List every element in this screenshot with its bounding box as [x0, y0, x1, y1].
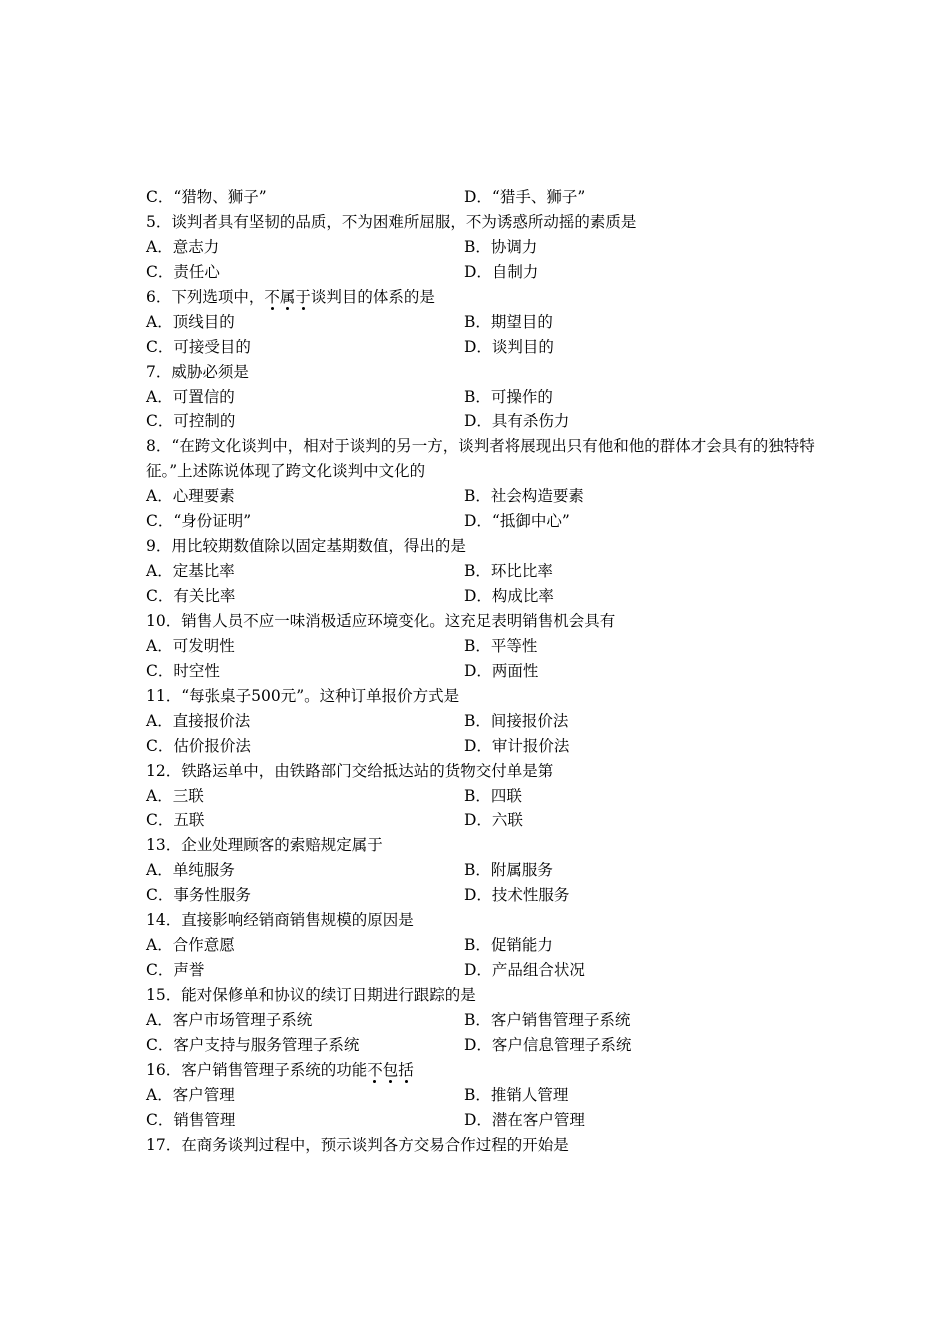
option-row: [146, 933, 816, 958]
option-a: A．顶线目的: [146, 312, 235, 331]
option-row: [146, 634, 816, 659]
option-d: D．产品组合状况: [464, 961, 585, 980]
option-row: [146, 385, 816, 410]
question-stem: [146, 285, 816, 310]
option-b: B．可操作的: [464, 387, 553, 406]
option-c: C．可控制的: [146, 412, 236, 431]
option-b: B．环比比率: [464, 562, 553, 581]
option-b: B．期望目的: [464, 312, 553, 331]
option-row: [146, 509, 816, 534]
option-row: [146, 958, 816, 983]
option-a: A．单纯服务: [146, 861, 235, 880]
option-row: [146, 784, 816, 809]
question-stem-suffix: 谈判目的体系的是: [310, 287, 435, 306]
emphasis-char: 不: [367, 1060, 383, 1079]
option-c: C．客户支持与服务管理子系统: [146, 1035, 360, 1054]
option-d: D．审计报价法: [464, 736, 570, 755]
option-d: D．六联: [464, 811, 523, 830]
option-a: A．客户市场管理子系统: [146, 1010, 313, 1029]
option-c: C．责任心: [146, 262, 220, 281]
option-b: B．促销能力: [464, 936, 553, 955]
exam-page: [146, 185, 816, 1158]
question-stem: 8．“在跨文化谈判中，相对于谈判的另一方，谈判者将展现出只有他和他的群体才会具有的独特特征。”上述陈说体现了跨文化谈判中文化的: [146, 437, 815, 481]
emphasis-char: 包: [382, 1060, 399, 1079]
question-stem: 15．能对保修单和协议的续订日期进行跟踪的是: [146, 986, 476, 1005]
option-d: D．谈判目的: [464, 337, 554, 356]
option-c: C．估价报价法: [146, 736, 251, 755]
question-stem: 7．威胁必须是: [146, 362, 249, 381]
option-b: B．平等性: [464, 636, 538, 655]
option-row: [146, 559, 816, 584]
question-stem: 9．用比较期数值除以固定基期数值，得出的是: [146, 537, 466, 556]
option-a: A．可发明性: [146, 636, 235, 655]
option-c: C．“猎物、狮子”: [146, 188, 267, 206]
question-stem: 5．谈判者具有坚韧的品质，不为困难所屈服，不为诱惑所动摇的素质是: [146, 212, 637, 231]
option-row: [146, 235, 816, 260]
option-row: [146, 659, 816, 684]
option-d: D．自制力: [464, 262, 539, 281]
option-row: [146, 335, 816, 360]
emphasis-char: 括: [398, 1060, 414, 1079]
question-stem: 14．直接影响经销商销售规模的原因是: [146, 911, 414, 930]
option-b: B．社会构造要素: [464, 487, 584, 506]
emphasis-char: 不: [264, 287, 280, 306]
option-c: C．时空性: [146, 661, 220, 680]
option-row: [146, 1108, 816, 1133]
emphasis-text: [367, 1061, 414, 1079]
option-row: [146, 185, 816, 210]
question-stem: [146, 1058, 816, 1083]
option-d: D．技术性服务: [464, 886, 570, 905]
option-a: A．直接报价法: [146, 711, 251, 730]
option-d: D．“猎手、狮子”: [464, 188, 586, 206]
option-row: [146, 260, 816, 285]
option-a: A．三联: [146, 786, 204, 805]
question-stem-prefix: 16．客户销售管理子系统的功能: [146, 1060, 368, 1079]
option-a: A．可置信的: [146, 387, 235, 406]
option-c: C．五联: [146, 811, 205, 830]
option-row: [146, 310, 816, 335]
option-c: C．事务性服务: [146, 886, 251, 905]
option-d: D．构成比率: [464, 587, 554, 606]
option-row: [146, 1083, 816, 1108]
option-d: D．客户信息管理子系统: [464, 1035, 632, 1054]
option-row: [146, 584, 816, 609]
option-row: [146, 1033, 816, 1058]
emphasis-text: [264, 288, 311, 306]
option-d: D．“抵御中心”: [464, 512, 570, 531]
option-d: D．具有杀伤力: [464, 412, 570, 431]
option-a: A．定基比率: [146, 562, 235, 581]
option-a: A．意志力: [146, 237, 220, 256]
option-row: [146, 808, 816, 833]
option-c: C．有关比率: [146, 587, 236, 606]
option-row: [146, 409, 816, 434]
emphasis-char: 属: [279, 287, 296, 306]
option-row: [146, 709, 816, 734]
option-row: [146, 484, 816, 509]
option-c: C．销售管理: [146, 1110, 236, 1129]
question-stem: 13．企业处理顾客的索赔规定属于: [146, 836, 383, 855]
option-row: [146, 883, 816, 908]
option-c: C．“身份证明”: [146, 512, 252, 531]
option-d: D．潜在客户管理: [464, 1110, 585, 1129]
option-b: B．协调力: [464, 237, 538, 256]
option-a: A．心理要素: [146, 487, 235, 506]
option-b: B．客户销售管理子系统: [464, 1010, 631, 1029]
option-b: B．间接报价法: [464, 711, 569, 730]
option-row: [146, 1008, 816, 1033]
option-row: [146, 858, 816, 883]
option-b: B．推销人管理: [464, 1085, 569, 1104]
option-c: C．声誉: [146, 961, 205, 980]
option-b: B．四联: [464, 786, 522, 805]
option-b: B．附属服务: [464, 861, 553, 880]
question-stem: 17．在商务谈判过程中，预示谈判各方交易合作过程的开始是: [146, 1135, 569, 1154]
option-c: C．可接受目的: [146, 337, 251, 356]
emphasis-char: 于: [295, 287, 311, 306]
question-stem: 10．销售人员不应一味消极适应环境变化。这充足表明销售机会具有: [146, 611, 616, 630]
question-stem-prefix: 6．下列选项中，: [146, 287, 265, 306]
option-a: A．合作意愿: [146, 936, 235, 955]
question-stem: 12．铁路运单中，由铁路部门交给抵达站的货物交付单是第: [146, 761, 554, 780]
option-row: [146, 734, 816, 759]
option-d: D．两面性: [464, 661, 539, 680]
question-stem: 11．“每张桌子500元”。这种订单报价方式是: [146, 686, 460, 705]
option-a: A．客户管理: [146, 1085, 235, 1104]
